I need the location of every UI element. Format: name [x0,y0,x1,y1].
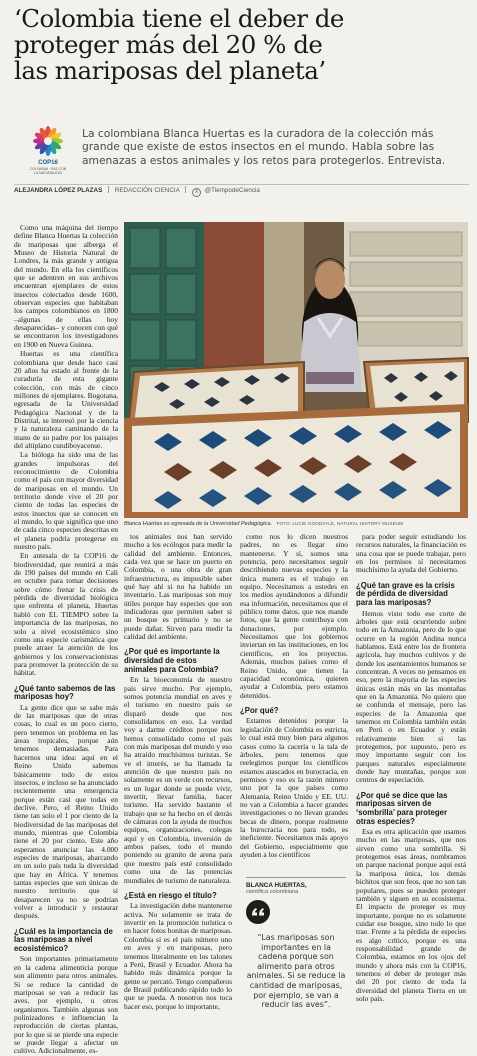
byline-section: REDACCIÓN CIENCIA [114,187,180,194]
headline-line: proteger más del 20 % de [14,30,323,59]
article-photo [124,222,468,518]
answer-paragraph: Son importantes primariamente en la cadena alimenticia porque son alimento para otros animales. Si se reduce la cantidad de mariposas se van a reducir las aves, por ejemplo, u otros organismos. También algunas son polinizadores e influencian la reproducción de ciertas plantas, por lo que si se pierde una especie se puede llegar a afectar un cultivo. Adicionalmente, es- [14,954,118,1056]
article-column-1 [14,223,118,1056]
body-paragraph: Como una máquina del tiempo define Blanca Huertas la colección de mariposas que alberga el Museo de Historia Natural de Londres, la más grande y antigua del mundo. En ella los científicos que se adentren en sus archivos encuentran ejemplares de estos insectos colectados desde 1600, observan especies que habitaban los campos colombianos en 1800 –algunas de ellas hoy desaparecidas– y conocen con qué se encontraron los investigadores en 1900 en Nueva Guinea. [14,223,118,349]
body-paragraph: tos animales nos han servido mucho a los ecólogos para medir la calidad del ambiente. Entonces, cada vez que se hace un puerto en Colombia, o una obra de gran infraestructura, es imposible saber qué hay ahí si no ha habido un inventario. Las mariposas son muy útiles porque hay especies que son indicadoras que permiten saber si un bosque es primario y no se puede dañar. Sirven para medir la calidad del ambiente. [124,532,232,642]
interview-question: ¿Por qué es importante la diversidad de estos animales para Colombia? [124,647,220,674]
headline-line: ‘Colombia tiene el deber de [14,4,344,33]
answer-paragraph: La gente dice que se sabe más de las mariposas que de otras cosas, lo cual es un poco cierto, pero tenemos un problema en las áreas tropicales, porque aún tenemos demasiadas. Para hacernos una idea: aquí en el Reino Unido sabemos básicamente todo de estos insectos, e incluso se ha anunciado recientemente una emergencia porque están casi que todas en declive. Pero, el Reino Unido tiene tan solo el 1 por ciento de la biodiversidad de las mariposas del mundo, mientras que Colombia tiene el 20 por ciento. Este año esperamos anunciar las 4.000 especies de mariposas, abarcando en un solo país toda la diversidad que hay en África. Y tenemos tantas especies que son únicas de nuestro territorio que si desaparecen ya no se podrían volver a introducir y restaurar después. [14,702,118,921]
logo-subtitle: COLOMBIA · PAZ CON LA NATURALEZA [29,167,67,175]
body-paragraph: La bióloga ha sido una de las grandes impulsoras del reconocimiento de Colombia como el país con mayor diversidad de mariposas en el mundo. Un territorio donde vive el 20 por ciento de todas las especies de estos insectos que se conocen en el mundo, lo que significa que uno de cada cinco especies descritas en el planeta podría protegerse en nuestro país. [14,450,118,552]
pull-quote-role: científica colombiana [246,889,299,895]
answer-paragraph: Esa es otra aplicación que usamos mucho en las mariposas, que nos sirven como una sombrilla. Si protegemos esas áreas, nombramos un parque nacional porque aquí está la mariposa única, los demás bichitos que son feos, que no son tan populares, pues se pueden proteger también y siguen en su ecosistema. El impacto de proteger es muy importante, porque no es solamente cuidar ese bosque, sino todo lo que trae. Frente a la pérdida de especies es algo crítico, porque es una responsabilidad grande de Colombia, estamos en los ojos del mundo y ahora más con la COP16, tenemos el deber de proteger más del 20 por ciento de toda la diversidad del planeta Tierra en un solo país. [356,827,466,1003]
byline [14,186,469,196]
article-column-2 [124,533,232,1039]
answer-paragraph: Hemos visto todo ese corte de árboles que está ocurriendo sobre todo en la Amazonia, pero de lo que ocurre en la región Andina nunca hablamos. Está entre los de frontera agrícola, hay muchos cultivos y de donde los asentamientos humanos se concentran. A veces no pensamos en eso, pero la mayoría de las especies únicas están más en las montañas que en la Amazonia. No quiero que se confunda el mensaje, pero las especies de la Amazonia que tenemos en Colombia también están en Perú o en Ecuador y están relativamente bien si las protegemos, por supuesto, pero es muy importante seguir con los parques naturales especialmente donde hay montañas, porque son centros de especiación. [356,608,466,785]
body-paragraph: para poder seguir estudiando los recursos naturales, la financiación es una cosa que se puede trabajar, pero en los permisos sí necesitamos muchísimo la ayuda del Gobierno. [356,532,466,575]
interview-question: ¿Qué tan grave es la crisis de pérdida de diversidad para las mariposas? [356,580,455,607]
pull-quote-text: “Las mariposas son importantes en la cadena porque son alimento para otros animales. Si se reduce la cantidad de mariposas, por ejemplo, se van a reducir las aves”. [246,933,346,1010]
body-paragraph: En antesala de la COP16 de biodiversidad, que reunirá a más de 190 países del mundo en Cali en octubre para tomar decisiones sobre cómo frenar la crisis de pérdida de diversidad biológica que enfrenta el planeta, Huertas habló con EL TIEMPO sobre la importancia de las mariposas, no solo a nivel ecosistémico sino como una especie carismática que puede atraer la atención de los gobiernos y los conservacionistas para promover la protección de su hábitat. [14,551,118,678]
photo-credit: FOTO: LUCIE GOODAYLE, NATURAL HISTORY MUSEUM [276,521,404,526]
answer-paragraph: La investigación debe mantenerse activa. No solamente se trata de invertir en la promoción turística o en hacer fotos bonitas de mariposas. Colombia sí es el país número uno en aves y en mariposas, pero tenemos literalmente en los talones a Perú, Brasil y Ecuador. Ahora ha habido más dinámica porque la gente se percató. Tengo compañeros de Brasil publicando rápido todo lo que se pueda. A nosotros nos toca hacer eso, porque lo importante, [124,901,232,1011]
photo-caption [124,520,468,528]
byline-author: ALEJANDRA LÓPEZ PLAZAS [14,187,103,194]
interview-question: ¿Por qué? [240,705,279,715]
byline-separator [185,186,186,193]
pull-quote-author: BLANCA HUERTAS, [246,882,307,889]
answer-paragraph: En la bioeconomía de nuestro país sirve mucho. Por ejemplo, somos potencia mundial en aves y el turismo en nuestro país se disparó desde que nos consolidamos en eso. La verdad voy a darme créditos porque nos hemos consolidado como el país con más mariposas del mundo y eso ha atraído muchísimos turistas. Se ve el interés, se ha llamado la atención de que nuestro país no solamente es un verde con recursos, es un lugar donde se puede vivir, invertir, llevar familia, hacer turismo. Ha servido bastante el trabajo que se ha hecho en el detrás de cámaras con la ayuda de muchos equipos, organizaciones, colegas aquí y en Colombia, inversión de ambos países, todo el mundo poniendo su granito de arena para que nuestro país esté consolidado como una de las potencias mundiales de turismo de naturaleza. [124,675,232,885]
x-social-icon: X [192,188,201,197]
pull-quote [246,877,346,1010]
interview-question: ¿Por qué se dice que las mariposas sirven de ‘sombrilla’ para proteger otras especies? [356,790,448,826]
interview-question: ¿Cuál es la importancia de las mariposas a nivel ecosistémico? [14,926,113,953]
body-paragraph: como nos lo dicen nuestros padres, no es llegar sino mantenerse. Y sí, somos una potencia, pero necesitamos seguir describiendo nuevas especies y la única manera es el trabajo en equipo. Necesitamos a ustedes en los medios ayudándonos a difundir esa información, necesitamos que el público tome datos, que nos mande fotos, que la gente contribuya con donaciones, por ejemplo. Necesitamos que los gobiernos inviertan en las instituciones, en los científicos, en los proyectos. Además, muchos países como el Reino Unido, que tienen la capacidad económica, quieren ayudar a Colombia, pero estamos detenidos. [240,532,348,700]
pull-quote-rule [246,877,346,878]
quote-mark-icon [246,900,270,924]
byline-separator [108,186,109,193]
headline [14,6,469,84]
flower-icon [28,124,68,160]
cop16-logo [28,124,68,180]
caption-text: Blanca Huertas es egresada de la Universidad Pedagógica. [124,521,273,527]
interview-question: ¿Qué tanto sabemos de las mariposas hoy? [14,683,116,702]
article-deck: La colombiana Blanca Huertas es la curadora de la colección más grande que existe de estos insectos en el mundo. Habla sobre las amenazas a estos animales y los retos para protegerlos. Entrevista. [82,127,446,167]
column-3-body [240,533,348,868]
curator-with-butterfly-drawers-image [124,222,468,518]
headline-line: las mariposas del planeta’ [14,56,326,85]
answer-paragraph: Estamos detenidos porque la legislación de Colombia es estricta, lo cual está muy bien para algunos casos como la cacería o la tala de árboles, pero tenemos que reelegirnos porque los científicos estamos atascados en burocracia, en permisos y eso es la razón número uno por la que países como Alemania, Reino Unido y EE. UU. no van a Colombia a hacer grandes investigaciones o no llevan grandes becas de dinero, porque realmente la burocracia nos para todo, es ineficiente. Necesitamos más apoyo del Gobierno, especialmente que ayuden a los científicos [240,716,348,859]
body-paragraph: Huertas es una científica colombiana que desde hace casi 20 años ha estado al frente de la curaduría de esta gigante colección, con más de cinco millones de ejemplares. Bogotana, egresada de la Universidad Pedagógica Nacional y de la Distrital, se interesó por la ciencia y la naturaleza caminando de la mano de su padre por los paisajes del altiplano cundiboyacense. [14,349,118,450]
byline-divider [14,184,469,185]
logo-name: COP16 [38,160,58,166]
article-column-4 [356,533,466,1039]
interview-question: ¿Está en riesgo el título? [124,890,217,900]
byline-handle[interactable]: @TiempodeCiencia [204,187,260,194]
